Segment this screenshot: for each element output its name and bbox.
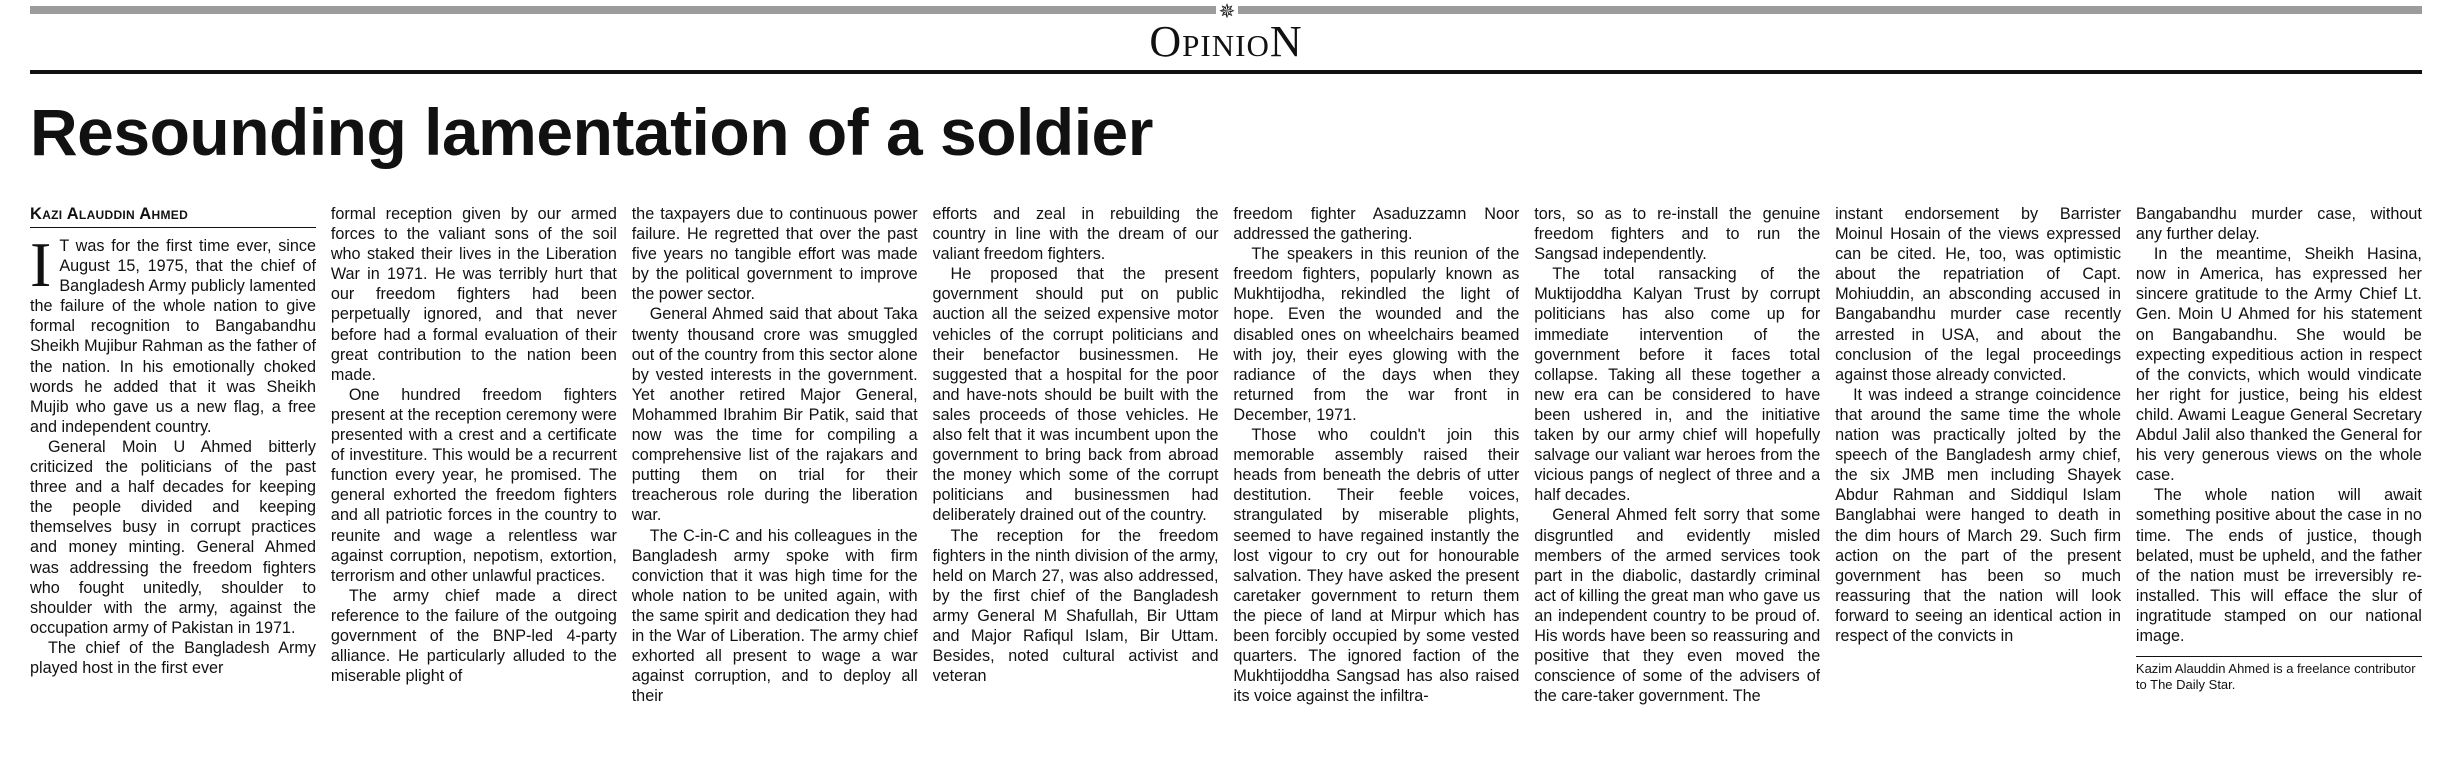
column-8 [2136,204,2422,774]
author-footnote: Kazim Alauddin Ahmed is a freelance contributor to The Daily Star. [2136,656,2422,693]
column-5 [1233,204,1519,774]
column-2 [331,204,617,774]
column-4 [933,204,1219,774]
header-rule [30,70,2422,74]
column-6 [1534,204,1820,774]
paragraph: General Ahmed said that about Taka twenty thousand crore was smuggled out of the country from this sector alone by vested interests in the government. Yet another retired Major General, Mohammed Ibrahim Bir Patik, said that now was the time for compiling a comprehensive list of the rajakars and putting them on trial for their treacherous role during the liberation war. [631,305,918,525]
article-body [30,204,2422,774]
paragraph: The reception for the freedom fighters in the ninth division of the army, held on March 27, was also addressed, by the first chief of the Bangladesh army General M Shafullah, Bir Uttam and Major Rafiqul Islam, Bir Uttam. Besides, noted cultural activist and veteran [932,526,1219,686]
column-1 [30,204,316,774]
paragraph: The whole nation will await something positive about the case in no time. The ends of justice, though belated, must be upheld, and the father of the nation must be irreversibly re-installed. This will efface the slur of ingratitude stamped on our national image. [2135,486,2422,645]
headline: Resounding lamentation of a soldier [30,95,1153,169]
paragraph: General Moin U Ahmed bitterly criticized the politicians of the past three and a half decades for keeping the people divided and keeping themselves busy in corrupt practices and money minting. General Ahmed was addressing the freedom fighters who fought unitedly, shoulder to shoulder with the army, against the occupation army of Pakistan in 1971. [30,437,316,637]
paragraph: the taxpayers due to continuous power failure. He regretted that over the past five years no tangible effort was made by the political government to improve the power sector. [631,205,918,304]
byline: Kazi Alauddin Ahmed [30,204,316,228]
column-7 [1835,204,2121,774]
drop-cap: I [30,229,52,300]
paragraph: The C-in-C and his colleagues in the Bangladesh army spoke with firm conviction that it was high time for the whole nation to be united again, with the same spirit and dedication they had in the War of Liberation. The army chief exhorted all present to wage a war against corruption, and to deploy all their [631,526,918,706]
paragraph: formal reception given by our armed forces to the valiant sons of the soil who staked their lives in the Liberation War in 1971. He was terribly hurt that our freedom fighters had been perpetually ignored, and that never before had a formal evaluation of their great contribution to the nation been made. [330,205,617,384]
paragraph: The total ransacking of the Muktijoddha Kalyan Trust by corrupt politicians has also come up for immediate intervention of the government before it faces total collapse. Taking all these together a new era can be considered to have been ushered in, and the initiative taken by our army chief will hopefully salvage our valiant war heroes from the vicious pangs of neglect of three and a half decades. [1534,265,1821,505]
paragraph: He proposed that the present government should put on public auction all the seized expensive motor vehicles of the corrupt politicians and their benefactor businessmen. He suggested that a hospital for the poor and have-nots should be built with the sales proceeds of those vehicles. He also felt that it was incumbent upon the government to bring back from abroad the money which some of the corrupt politicians and businessmen had deliberately drained out of the country. [932,265,1219,525]
paragraph: General Ahmed felt sorry that some disgruntled and evidently misled members of the armed services took part in the diabolic, dastardly criminal act of killing the great man who gave us an independent country to be proud of. His words have been so reassuring and positive that they even moved the conscience of some of the advisers of the care-taker government. The [1534,506,1821,706]
section-title: OpinioN [1149,17,1303,66]
paragraph: One hundred freedom fighters present at the reception ceremony were presented with a crest and a certificate of investiture. This would be a recurrent function every year, he promised. The general exhorted the freedom fighters and all patriotic forces in the country to reunite and wage a relentless war against corruption, nepotism, extortion, terrorism and other unlawful practices. [330,385,617,585]
column-3 [632,204,918,774]
paragraph: Bangabandhu murder case, without any further delay. [2135,205,2422,244]
paragraph: The army chief made a direct reference to the failure of the outgoing government of the BNP-led 4-party alliance. He particularly alluded to the miserable plight of [330,586,617,686]
paragraph: Those who couldn't join this memorable assembly raised their heads from beneath the debris of utter destitution. Their feeble voices, strangulated by miserable plights, seemed to have regained instantly the lost vigour to cry out for honourable salvation. They have asked the present caretaker government to return them the piece of land at Mirpur which has been forcibly occupied by some vested quarters. The ignored faction of the Mukhtijoddha Sangsad has also raised its voice against the infiltra- [1233,426,1520,706]
paragraph: The speakers in this reunion of the freedom fighters, popularly known as Mukhtijodha, rekindled the light of hope. Even the wounded and the disabled ones on wheelchairs beamed with joy, their eyes glowing with the radiance of the days when they returned from the war front in December, 1971. [1233,245,1520,424]
paragraph: tors, so as to re-install the genuine freedom fighters and to run the Sangsad independently. [1534,205,1821,264]
paragraph: In the meantime, Sheikh Hasina, now in America, has expressed her sincere gratitude to the Army Chief Lt. Gen. Moin U Ahmed for his statement on Bangabandhu. She would be expecting expeditious action in respect of the convicts, which would vindicate her right for justice, being his eldest child. Awami League General Secretary Abdul Jalil also thanked the General for his very generous views on the whole case. [2135,245,2422,485]
paragraph: efforts and zeal in rebuilding the country in line with the dream of our valiant freedom fighters. [932,205,1219,264]
section-emblem-icon: ✵ [1216,0,1238,22]
paragraph: freedom fighter Asaduzzamn Noor addressed the gathering. [1233,205,1520,244]
paragraph: instant endorsement by Barrister Moinul Hosain of the views expressed can be cited. He, too, was optimistic about the repatriation of Capt. Mohiuddin, an absconding accused in Bangabandhu murder case recently arrested in USA, and about the conclusion of the legal proceedings against those already convicted. [1835,205,2122,384]
paragraph: The chief of the Bangladesh Army played host in the first ever [30,638,316,677]
paragraph: It was indeed a strange coincidence that around the same time the whole nation was practically jolted by the speech of the Bangladesh army chief, the six JMB men including Shayek Abdur Rahman and Siddiqul Islam Banglabhai were hanged to death in the dim hours of March 29. Such firm action on the part of the present government has been so much reassuring that the nation will look forward to seeing an identical action in respect of the convicts in [1835,385,2122,645]
paragraph: I T was for the first time ever, since August 15, 1975, that the chief of Bangladesh Army publicly lamented the failure of the whole nation to give formal recognition to Bangabandhu Sheikh Mujibur Rahman as the father of the nation. In his emotionally choked words he added that it was Sheikh Mujib who gave us a new flag, a free and independent country. [30,229,316,436]
